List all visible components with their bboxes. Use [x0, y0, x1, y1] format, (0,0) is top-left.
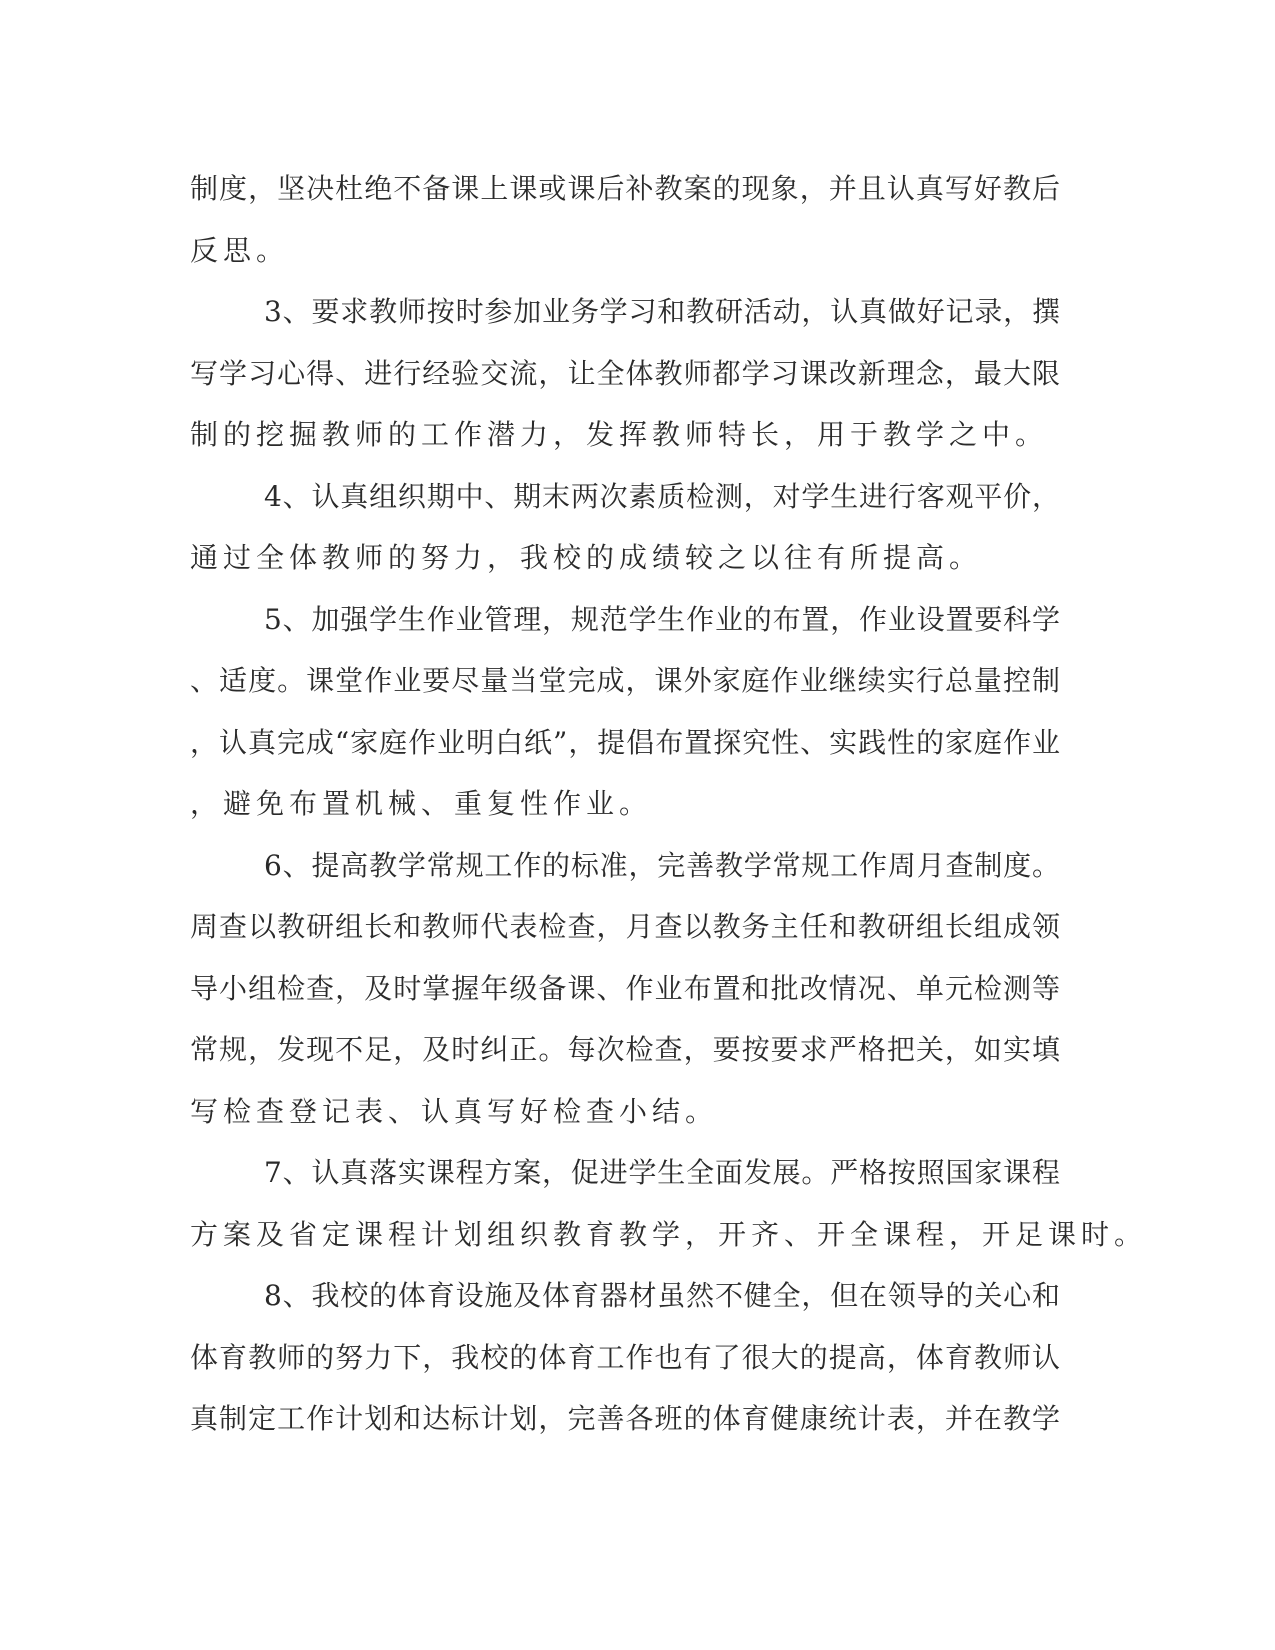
text-line: 真制定工作计划和达标计划，完善各班的体育健康统计表，并在教学 [190, 1402, 1060, 1435]
paragraph-start-line: 4、认真组织期中、期末两次素质检测，对学生进行客观平价， [264, 479, 1060, 513]
text-line: 常规，发现不足，及时纠正。每次检查，要按要求严格把关，如实填 [190, 1033, 1060, 1066]
text-line: 导小组检查，及时掌握年级备课、作业布置和批改情况、单元检测等 [190, 971, 1060, 1005]
text-line: 写检查登记表、认真写好检查小结。 [190, 1094, 719, 1128]
text-line: 周查以教研组长和教师代表检查，月查以教务主任和教研组长组成领 [190, 910, 1060, 943]
text-line: 反思。 [190, 233, 290, 267]
text-line: 制度，坚决杜绝不备课上课或课后补教案的现象，并且认真写好教后 [190, 172, 1060, 205]
text-line: 通过全体教师的努力，我校的成绩较之以往有所提高。 [190, 541, 983, 574]
text-line: 体育教师的努力下，我校的体育工作也有了很大的提高，体育教师认 [190, 1340, 1060, 1374]
text-line: 写学习心得、进行经验交流，让全体教师都学习课改新理念，最大限 [190, 356, 1060, 390]
body-text [190, 158, 1148, 1450]
paragraph-start-line: 3、要求教师按时参加业务学习和教研活动，认真做好记录，撰 [264, 295, 1060, 328]
paragraph-start-line: 5、加强学生作业管理，规范学生作业的布置，作业设置要科学 [264, 602, 1060, 636]
paragraph-start-line: 7、认真落实课程方案，促进学生全面发展。严格按照国家课程 [264, 1156, 1060, 1189]
text-line: 方案及省定课程计划组织教育教学，开齐、开全课程，开足课时。 [190, 1217, 1148, 1251]
paragraph-start-line: 8、我校的体育设施及体育器材虽然不健全，但在领导的关心和 [264, 1279, 1060, 1312]
text-line: ，认真完成“家庭作业明白纸”，提倡布置探究性、实践性的家庭作业 [190, 725, 1060, 759]
text-line: 制的挖掘教师的工作潜力，发挥教师特长，用于教学之中。 [190, 418, 1049, 451]
paragraph-start-line: 6、提高教学常规工作的标准，完善教学常规工作周月查制度。 [264, 848, 1060, 882]
text-line: 、适度。课堂作业要尽量当堂完成，课外家庭作业继续实行总量控制 [190, 664, 1060, 697]
text-line: ，避免布置机械、重复性作业。 [190, 787, 653, 820]
